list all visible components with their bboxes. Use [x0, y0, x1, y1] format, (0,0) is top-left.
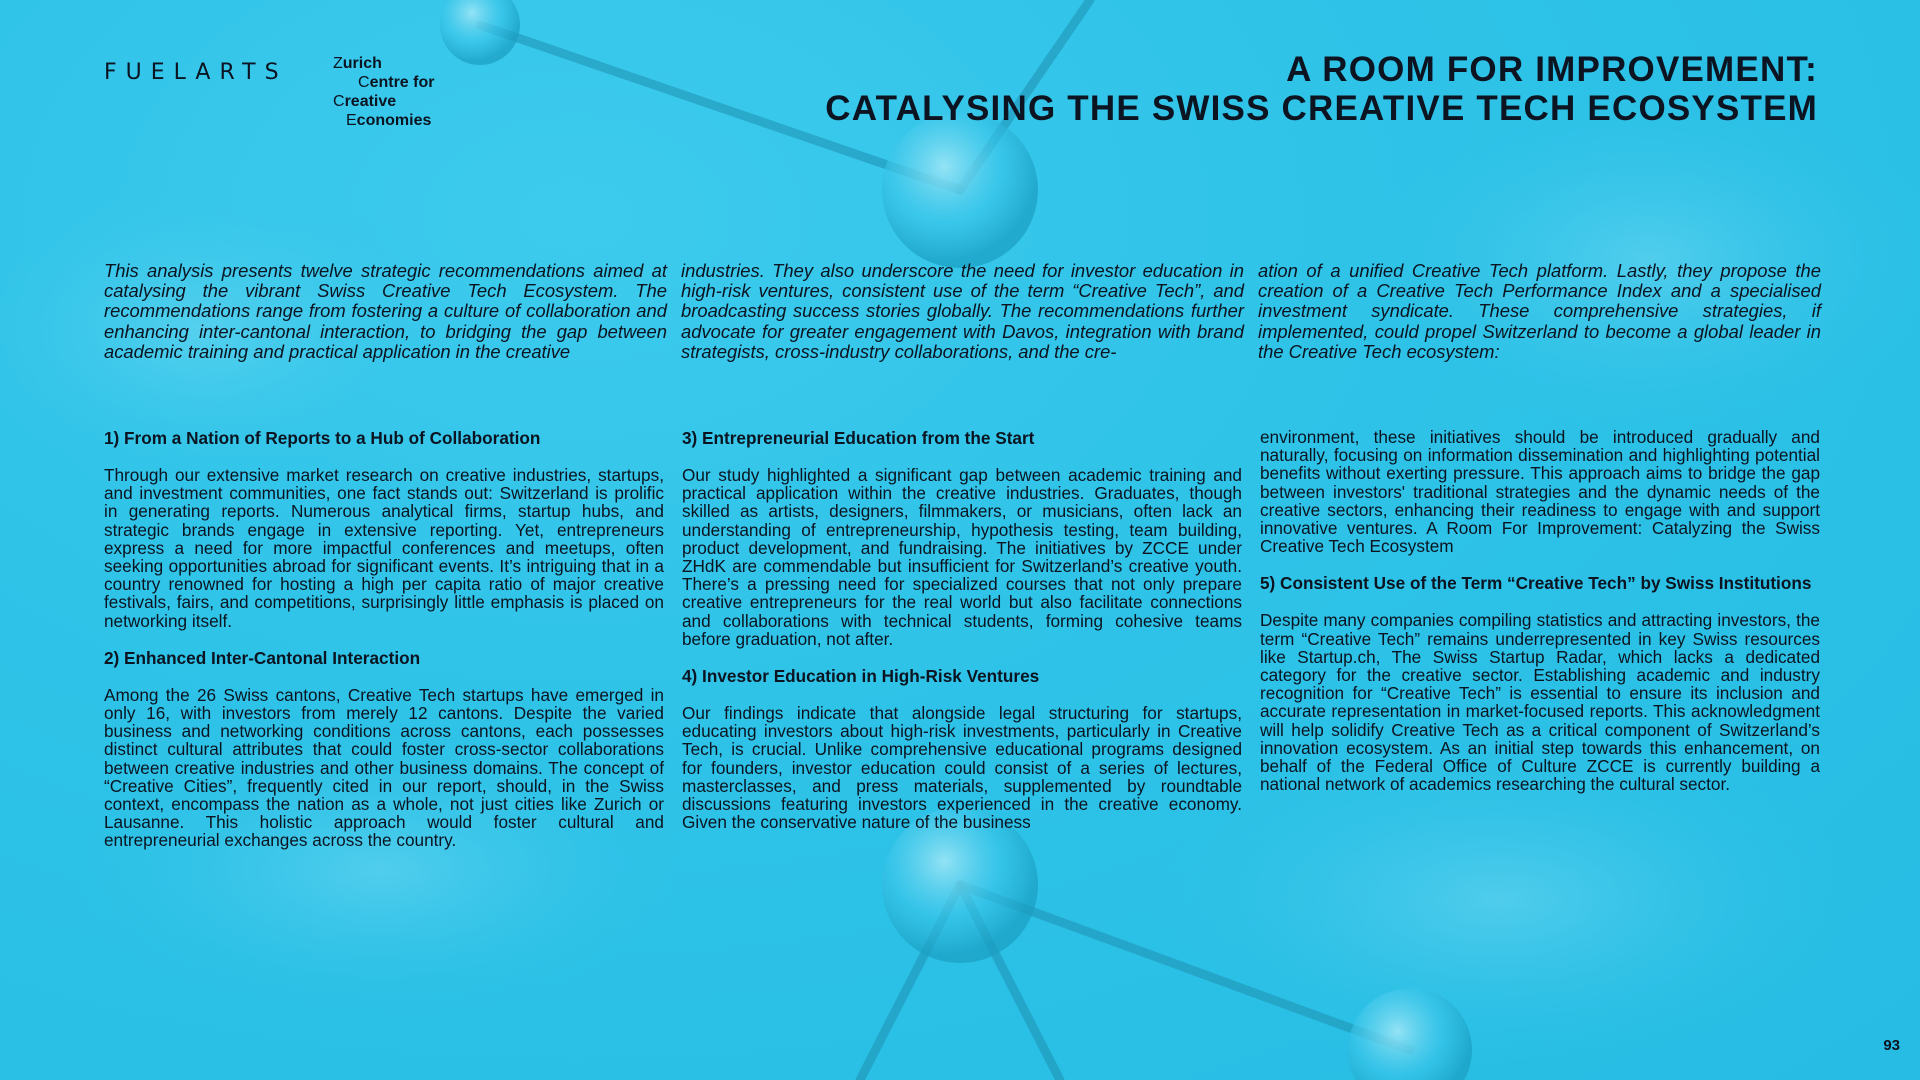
section-2-heading: 2) Enhanced Inter-Cantonal Interaction [104, 647, 421, 668]
zcce-logo-line-1: Zurich [333, 55, 382, 72]
section-2-body: Among the 26 Swiss cantons, Creative Tech startups have emerged in only 16, with investors from merely 12 cantons. Despite the varied business and networking conditions across cantons, each possesses distinct cultural attributes that could foster cross-sector collaborations between creative industries and other business domains. The concept of “Creative Cities”, frequently cited in our report, should, in the Swiss context, encompass the nation as a whole, not just cities like Zurich or Lausanne. This holistic approach would foster cultural and entrepreneurial exchanges across the country. [104, 684, 664, 851]
section-4-heading: 4) Investor Education in High-Risk Ventures [682, 666, 1040, 687]
page-number: 93 [1883, 1037, 1900, 1054]
section-5-body: Despite many companies compiling statistics and attracting investors, the term “Creative Tech” remains underrepresented in key Swiss resources like Startup.ch, The Swiss Startup Radar, which lacks a dedicated category for the creative sector. Establishing academic and industry recognition for “Creative Tech” is essential to ensure its inclusion and accurate representation in market-focused reports. This acknowledgment will help solidify Creative Tech as a critical component of Switzerland’s innovation ecosystem. As an initial step towards this enhancement, on behalf of the Federal Office of Culture ZCCE is currently building a national network of academics researching the cultural sector. [1260, 610, 1820, 795]
section-4-body: Our findings indicate that alongside legal structuring for startups, educating investors about high-risk investments, particularly in Creative Tech, is crucial. Unlike comprehensive educational programs designed for founders, investor education could consist of a series of lectures, masterclasses, and press materials, supplemented by roundtable discussions featuring investors experienced in the creative economy. Given the conservative nature of the business [682, 703, 1242, 833]
body-column-1 [104, 428, 664, 868]
zcce-logo-line-2: Centre for [358, 74, 435, 91]
section-4-body-continued: environment, these initiatives should be introduced gradually and naturally, focusing on information dissemination and highlighting potential benefits without exerting pressure. This approach aims to bridge the gap between investors' traditional strategies and the dynamic needs of the creative sectors, enhancing their readiness to engage with and support innovative ventures. A Room For Improvement: Catalyzing the Swiss Creative Tech Ecosystem [1260, 427, 1820, 557]
zcce-logo-line-4: Economies [346, 112, 432, 129]
intro-column-1: This analysis presents twelve strategic recommendations aimed at catalysing the vibrant Swiss Creative Tech Ecosystem. The recommendations range from fostering a culture of collaboration and enhancing inter-cantonal interaction, to bridging the gap between academic training and practical application in the creative [104, 260, 667, 362]
page-title [825, 50, 1818, 128]
recommendations-body [104, 428, 1822, 868]
section-3-body: Our study highlighted a significant gap between academic training and practical application within the creative industries. Graduates, though skilled as artists, designers, filmmakers, or musicians, often lack an understanding of entrepreneurship, hypothesis testing, team building, product development, and fundraising. The initiatives by ZCCE under ZHdK are commendable but insufficient for Switzerland’s creative youth. There’s a pressing need for specialized courses that not only prepare creative entrepreneurs for the real world but also facilitate connections and collaborations with technical students, forming cohesive teams before graduation, not after. [682, 465, 1242, 649]
intro-paragraph [104, 261, 1822, 362]
body-column-3 [1260, 428, 1820, 868]
section-1-body: Through our extensive market research on creative industries, startups, and investment communities, one fact stands out: Switzerland is prolific in generating reports. Numerous analytical firms, startup hubs, and strategic brands engage in extensive reporting. Yet, entrepreneurs express a need for more impactful conferences and meetups, often seeking opportunities abroad for significant events. It’s intriguing that in a country renowned for hosting a high per capita ratio of major creative festivals, fairs, and competitions, surprisingly little emphasis is placed on networking itself. [104, 465, 664, 631]
zcce-logo-line-3: Creative [333, 93, 397, 110]
section-1-heading: 1) From a Nation of Reports to a Hub of Collaboration [104, 428, 541, 448]
page-title-line-1: A ROOM FOR IMPROVEMENT: [1286, 50, 1818, 89]
body-column-2 [682, 428, 1242, 868]
zcce-logo [333, 54, 434, 130]
fuelarts-logo: FUELARTS [104, 60, 288, 85]
section-5-heading: 5) Consistent Use of the Term “Creative Tech” by Swiss Institutions [1260, 573, 1812, 594]
section-3-heading: 3) Entrepreneurial Education from the Start [682, 428, 1035, 448]
page-title-line-2: CATALYSING THE SWISS CREATIVE TECH ECOSYSTEM [825, 89, 1818, 128]
intro-column-3: ation of a unified Creative Tech platform. Lastly, they propose the creation of a Creative Tech Performance Index and a specialised investment syndicate. These comprehensive strategies, if implemented, could propel Switzerland to become a global leader in the Creative Tech ecosystem: [1258, 260, 1821, 362]
intro-column-2: industries. They also underscore the need for investor education in high-risk ventures, consistent use of the term “Creative Tech”, and broadcasting success stories globally. The recommendations further advocate for greater engagement with Davos, integration with brand strategists, cross-industry collaborations, and the cre- [681, 260, 1244, 362]
